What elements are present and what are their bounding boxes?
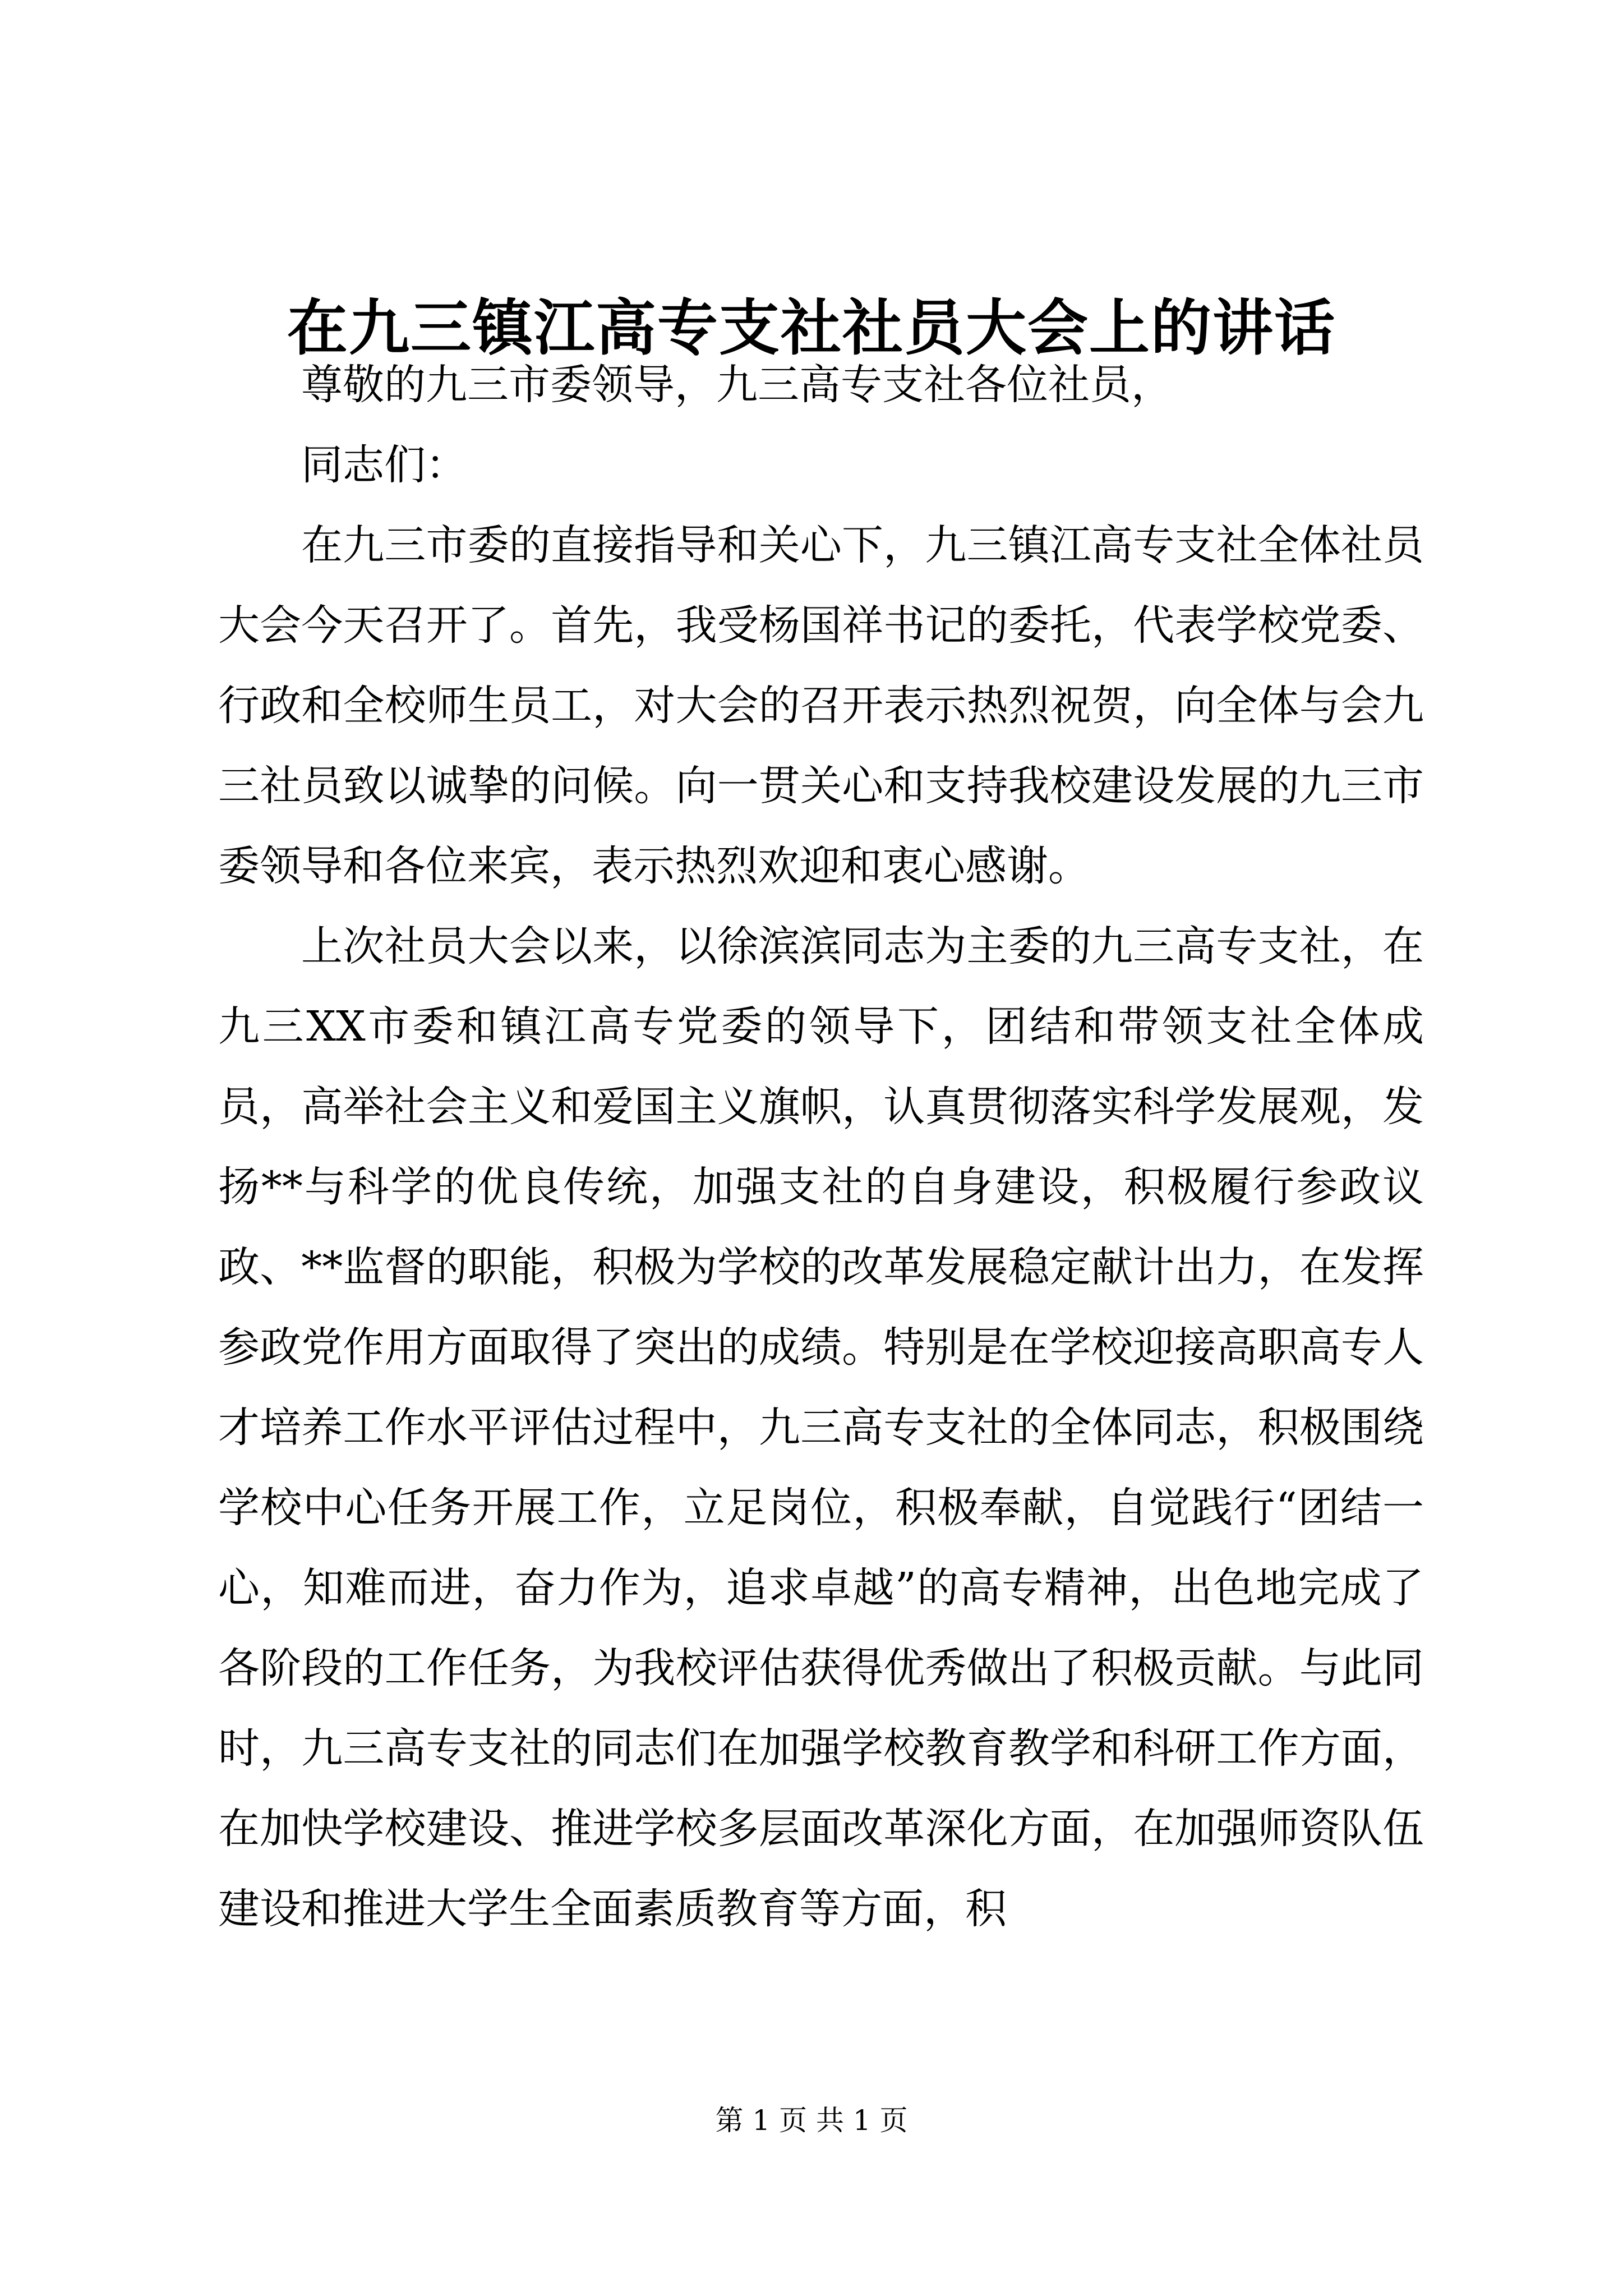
salutation-line: 同志们： [301, 441, 467, 489]
paragraph-1: 在九三市委的直接指导和关心下，九三镇江高专支社全体社员大会今天召开了。首先，我受杨国祥书记的委托，代表学校党委、行政和全校师生员工，对大会的召开表示热烈祝贺，向全体与会九三社员致以诚挚的问候。向一贯关心和支持我校建设发展的九三市委领导和各位来宾，表示热烈欢迎和衷心感谢。 [218, 521, 1424, 890]
document-body [218, 345, 1424, 1949]
document-title: 在九三镇江高专支社社员大会上的讲话 [287, 293, 1336, 364]
paragraph-2: 上次社员大会以来，以徐滨滨同志为主委的九三高专支社，在九三XX市委和镇江高专党委的领导下，团结和带领支社全体成员，高举社会主义和爱国主义旗帜，认真贯彻落实科学发展观，发扬**与科学的优良传统，加强支社的自身建设，积极履行参政议政、**监督的职能，积极为学校的改革发展稳定献计出力，在发挥参政党作用方面取得了突出的成绩。特别是在学校迎接高职高专人才培养工作水平评估过程中，九三高专支社的全体同志，积极围绕学校中心任务开展工作，立足岗位，积极奉献，自觉践行“团结一心，知难而进，奋力作为，追求卓越”的高专精神，出色地完成了各阶段的工作任务，为我校评估获得优秀做出了积极贡献。与此同时，九三高专支社的同志们在加强学校教育教学和科研工作方面，在加快学校建设、推进学校多层面改革深化方面，在加强师资队伍建设和推进大学生全面素质教育等方面，积 [218, 922, 1424, 1933]
page-footer: 第 1 页 共 1 页 [715, 2104, 908, 2137]
greeting-line: 尊敬的九三市委领导，九三高专支社各位社员， [301, 361, 1173, 409]
